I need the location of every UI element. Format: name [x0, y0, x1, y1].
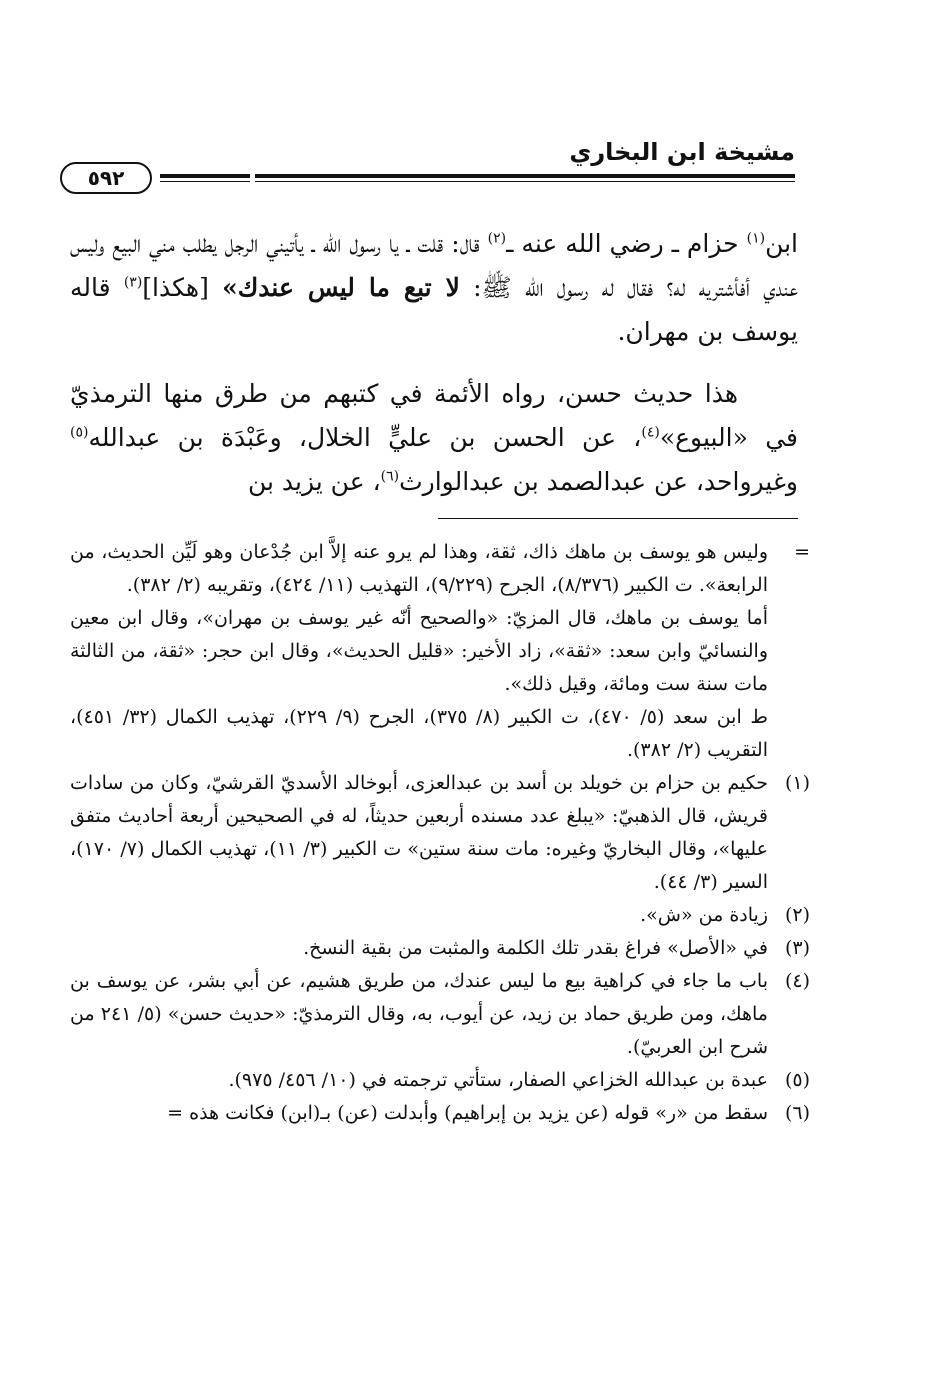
text-span: هذا حديث حسن، رواه الأئمة في كتبهم من طرق منها الترمذيّ في «البيوع» [70, 379, 798, 452]
footnote-ref-5: (٥) [70, 424, 89, 441]
header-rule-thick [255, 174, 795, 178]
footnote-ref-4: (٤) [641, 424, 660, 441]
header-rule-left-thick [160, 174, 250, 178]
footnote-continuation-2: أما يوسف بن ماهك، قال المزيّ: «والصحيح أنّه غير يوسف بن مهران»، وقال ابن معين والنسائيّ وابن سعد: «ثقة»، زاد الأخير: «قليل الحديث»، وقال ابن حجر: «ثقة، من الثالثة مات سنة ست ومائة، وقيل ذلك». [70, 607, 768, 695]
footnote-number: (٥) [784, 1069, 810, 1091]
footnote-item [70, 932, 810, 965]
footnote-item [70, 767, 810, 899]
page-header [60, 128, 795, 198]
main-text [70, 222, 798, 522]
footnote-item [70, 1064, 810, 1097]
hadith-quote: لا تبع ما ليس عندك» [222, 273, 460, 302]
text-span: [هكذا] [142, 273, 223, 302]
text-span: قال: قلت ـ يا رسول الله ـ يأتيني الرجل يطلب مني البيع وليس عندي أفأشتريه له؟ فقال له رسول الله ﷺ: [70, 229, 799, 302]
footnote-number: (٢) [784, 904, 810, 926]
paragraph-1 [70, 222, 798, 354]
footnote-text: عبدة بن عبدالله الخزاعي الصفار، ستأتي ترجمته في (١٠/ ٤٥٦/ ٩٧٥). [228, 1069, 768, 1091]
text-span: حزام ـ رضي الله عنه ـ [506, 229, 747, 258]
footnote-item [70, 1097, 810, 1130]
footnote-separator [438, 518, 798, 519]
footnote-continuation [70, 536, 810, 602]
footnote-ref-2: (٢) [487, 230, 507, 247]
footnote-text: باب ما جاء في كراهية بيع ما ليس عندك، من طريق هشيم، عن أبي بشر، عن يوسف بن ماهك، ومن طريق حماد بن زيد، عن أيوب، به، وقال الترمذيّ: «حديث حسن» (٥/ ٢٤١ من شرح ابن العربيّ). [70, 970, 768, 1058]
footnote-text: وليس هو يوسف بن ماهك ذاك، ثقة، وهذا لم يرو عنه إلاَّ ابن جُدْعان وهو لَيِّن الحديث، من الرابعة». ت الكبير (٨/٣٧٦)، الجرح (٩/٢٢٩)، التهذيب (١١/ ٤٢٤)، وتقريبه (٢/ ٣٨٢). [70, 541, 768, 596]
footnote-number: (٦) [784, 1102, 810, 1124]
text-span: ابن [765, 229, 798, 258]
book-title: مشيخة ابن البخاري [569, 138, 795, 166]
text-span: ، عن يزيد بن [247, 467, 381, 496]
paragraph-2 [70, 372, 798, 504]
footnote-item [70, 899, 810, 932]
footnote-text: في «الأصل» فراغ بقدر تلك الكلمة والمثبت من بقية النسخ. [303, 937, 768, 959]
header-rule-left-thin [160, 181, 250, 182]
footnote-ref-1: (١) [746, 230, 766, 247]
continuation-marker: = [794, 541, 810, 563]
footnote-text: سقط من «ر» قوله (عن يزيد بن إبراهيم) وأبدلت (عن) بـ(ابن) فكانت هذه = [167, 1102, 768, 1124]
footnote-ref-3: (٣) [123, 274, 143, 291]
text-span: ، عن الحسن بن عليٍّ الخلال، وعَبْدَة بن عبدالله [88, 423, 642, 452]
text-span: وغيرواحد، عن عبدالصمد بن عبدالوارث [399, 467, 798, 496]
text-span: قاله يوسف بن مهران. [70, 273, 798, 346]
footnote-text: حكيم بن حزام بن خويلد بن أسد بن عبدالعزى، أبوخالد الأسديّ القرشيّ، وكان من سادات قريش، قال الذهبيّ: «يبلغ عدد مسنده أربعين حديثاً، له في الصحيحين أربعة أحاديث متفق عليها»، وقال البخاريّ وغيره: مات سنة ستين» ت الكبير (٣/ ١١)، تهذيب الكمال (٧/ ١٧٠)، السير (٣/ ٤٤). [70, 772, 768, 893]
page-number: ٥٩٢ [60, 162, 152, 194]
footnote-number: (١) [784, 772, 810, 794]
footnote-number: (٤) [784, 970, 810, 992]
footnotes [70, 536, 810, 1130]
footnote-text: زيادة من «ش». [640, 904, 768, 926]
footnote-ref-6: (٦) [380, 468, 400, 485]
header-rule-thin [255, 181, 795, 182]
footnote-continuation-3: ط ابن سعد (٥/ ٤٧٠)، ت الكبير (٨/ ٣٧٥)، الجرح (٩/ ٢٢٩)، تهذيب الكمال (٣٢/ ٤٥١)، التقريب (٢/ ٣٨٢). [70, 706, 768, 761]
footnote-number: (٣) [784, 937, 810, 959]
footnote-item [70, 965, 810, 1064]
